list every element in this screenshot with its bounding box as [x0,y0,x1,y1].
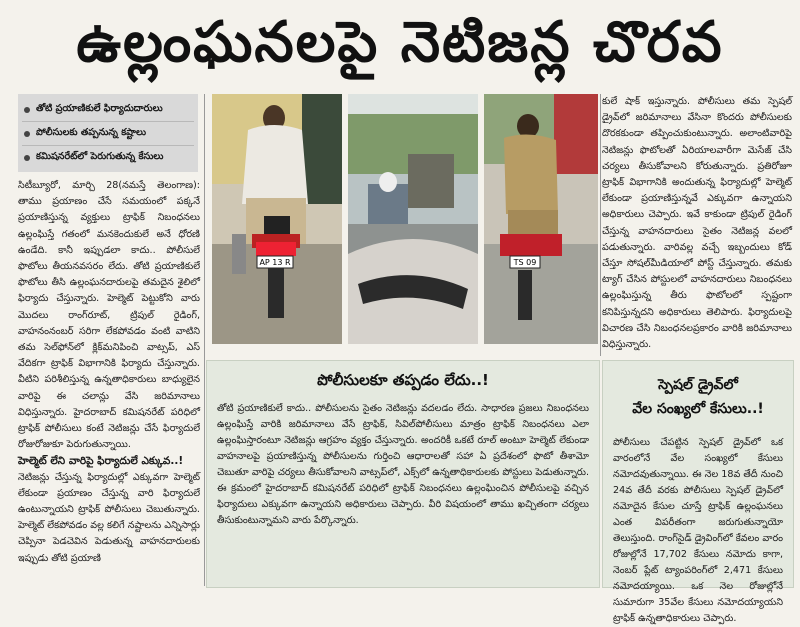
article-paragraph: సిటీబ్యూరో, మార్చి 28(నమస్తే తెలంగాణ): తాము ప్రయాణం చేసే సమయంలో పక్కనే ప్రయాణిస్తున్న వ్యక్తులు ట్రాఫిక్ నిబంధనలు ఉల్లంఘిస్తే గతంలో మనకెందుకులే అనే ధోరణి ఉండేది. కానీ ఇప్పుడలా కాదు.. పోలీసులే ఫొటోలు తీయనవసరం లేదు. తోటి ప్రయాణికులే ఫొటోలు తీసి ఉల్లంఘనదారులపై తమదైన శైలిలో ఫిర్యాదు చేస్తున్నారు. హెల్మెట్ పెట్టుకోని వారు మొదలు రాంగ్‌రూట్, ట్రిపుల్ రైడింగ్, వాహనంనంబర్ సరిగా లేకపోవడం వంటి వాటిని తమ సెల్‌ఫోన్‌లో క్లిక్‌మనిపించి వాట్సప్, ఎస్ వేదికగా ట్రాఫిక్ విభాగానికి ఫిర్యాదు చేస్తున్నారు. వీటిని పరిశీలిస్తున్న ఉన్నతాధికారులు బాధ్యులైన వారిపై ఈ చలాన్లు వేసి జరిమానాలు విధిస్తున్నారు. హైదరాబాద్ కమిషనరేట్ పరిధిలో ట్రాఫిక్ పోలీసులు కంటే నెటిజన్లు చేసే ఫిర్యాదులే రోజురోజుకూ పెరుగుతున్నాయి. [18,180,200,451]
box-body: తోటి ప్రయాణికులే కాదు.. పోలీసులను సైతం నెటిజన్లు వదలడం లేదు. సాధారణ ప్రజలు నిబంధనలు ఉల్లంఘిస్తే వారికి జరిమానాలు వేసే ట్రాఫిక్, సివిల్‌పోలీసులు మాత్రం ట్రాఫిక్ నిబంధనలు ఎలా ఉల్లంఘిస్తారంటూ నెటిజన్లు ఆగ్రహం వ్యక్తం చేస్తున్నారు. అందరికీ ఒకటే రూల్ అంటూ హెల్మెట్ లేకుండా వాహనాలపై ప్రయాణిస్తున్న పోలీసులను గుర్తించి ఆధారాలతో సహా ఏ ప్రదేశంలో ఫొటో తీశామో చెబుతూ వారిపై చర్యలు తీసుకోవాలని వాట్సప్‌లో, ఎక్స్‌లో ఉన్నతాధికారులకు పోస్టులు పెడుతున్నారు. ఈ క్రమంలో హైదరాబాద్ కమిషనరేట్ పరిధిలో ట్రాఫిక్ నిబంధనలు ఉల్లంఘించిన పోలీసులపై వచ్చిన ఫిర్యాదులు ఎక్కువగా ఉన్నాయని అధికారులు చెప్పారు. వీరి విషయంలో తాము ఖచ్చితంగా చర్యలు తీసుకుంటున్నామని వారు పేర్కొన్నారు. [217,403,589,526]
left-article-column [18,178,200,586]
box-body: పోలీసులు చేపట్టిన స్పెషల్ డ్రైవ్‌లో ఒక వారంలోనే వేల సంఖ్యలో కేసులు నమోదవుతున్నాయి. ఈ నెల 18వ తేదీ నుంచి 24వ తేదీ వరకు పోలీసులు స్పెషల్ డ్రైవ్‌లో నమోదైన కేసుల చూస్తే ట్రాఫిక్ ఉల్లంఘనలు ఎంత విపరీతంగా జరుగుతున్నాయో తెలుస్తుంది. రాంగ్‌సైడ్ డ్రైవింగ్‌లో కేవలం వారం రోజుల్లోనే 17,702 కేసులు నమోదు కాగా, నెంబర్ ప్లేట్ ట్యాంపరింగ్‌లో 2,471 కేసులు నమోదయ్యాయి. ఒక నెల రోజుల్లోనే సుమారుగా 35వేల కేసులు నమోదయ్యాయని ట్రాఫిక్ ఉన్నతాధికారులు చెప్పారు. [613,437,783,624]
special-drive-box [602,360,794,624]
highlight-item [22,146,194,169]
highlight-item [22,122,194,146]
box-title [603,373,793,421]
photo-windshield-view [348,94,478,344]
photo-helmetless-rider [212,94,342,344]
headline: ఉల్లంఘనలపై నెటిజన్ల చొరవ [76,10,724,75]
highlight-item [22,98,194,122]
bullet-dot-icon [24,131,30,137]
right-article-column [602,94,792,352]
photo-police-rider [484,94,598,344]
column-divider [600,94,601,356]
article-paragraph: కులే షాక్ ఇస్తున్నారు. పోలీసులు తమ స్పెషల్ డ్రైవ్‌లో జరిమానాలు వేసినా కొందరు పోలీసులకు దొరకకుండా తప్పించుకుంటున్నారు. అలాంటివారిపై నెటిజన్లు ఫొటోలతో ఏరియాలవారీగా మెసేజ్ చేసి చర్యలు తీసుకోవాలని కోరుతున్నారు. ప్రతిరోజూ ట్రాఫిక్ విభాగానికి అందుతున్న ఫిర్యాదుల్లో హెల్మెట్ లేకుండా ప్రయాణిస్తున్నవే ఎక్కువగా ఉన్నాయని అధికారులు చెప్పారు. ఇవే కాకుండా ట్రిపుల్ రైడింగ్ చేస్తున్న వాహనదారులు సైతం నెటిజన్ల వలలో పడుతున్నారు. వారివల్ల వచ్చే ఇబ్బందులు కోడ్ చేస్తూ సోషల్‌మీడియాలో పోస్ట్ చేస్తున్నారు. తమకు ట్యాగ్ చేసిన పోస్టులలో వాహనదారులు నిబంధనలు ఉల్లంఘిస్తున్న తీరు ఫొటోలలో స్పష్టంగా కనిపిస్తున్నదని అధికారులు తెలిపారు. ఫిర్యాదులపై విచారణ చేసి నిబంధనలప్రకారం వారికి జరిమానాలు విధిస్తున్నారు. [602,96,792,351]
highlight-text: కమిషనరేట్‌లో పెరుగుతున్న కేసులు [36,151,164,162]
box-title-line: వేల సంఖ్యలో కేసులు..! [632,401,764,417]
highlight-text: తోటి ప్రయాణికులే ఫిర్యాదుదారులు [36,103,163,114]
bullet-dot-icon [24,155,30,161]
box-title: పోలీసులకూ తప్పడం లేదు..! [317,371,489,389]
article-subhead: హెల్మెట్ లేని వారిపై ఫిర్యాదులే ఎక్కువ..! [18,455,184,468]
highlight-text: పోలీసులకు తప్పనున్న కష్టాలు [36,127,146,138]
number-plate: AP 13 R [259,258,291,267]
police-violations-box [206,360,600,588]
article-paragraph: నెటిజన్లు చేస్తున్న ఫిర్యాదుల్లో ఎక్కువగా హెల్మెట్ లేకుండా ప్రయాణం చేస్తున్న వారి ఫిర్యాదులే ఉంటున్నాయని ట్రాఫిక్ పోలీసులు చెబుతున్నారు. హెల్మెట్ లేకపోవడం వల్ల కలిగే నష్టాలను ఎన్నిసార్లు చెప్పినా పెడచెవిన పెడుతున్న వాహనదారులకు ఇప్పుడు తోటి ప్రయాణి [18,471,200,564]
number-plate: TS 09 [513,258,537,267]
bullet-dot-icon [24,107,30,113]
highlights-box [18,94,198,172]
column-divider [204,94,205,586]
box-title-line: స్పెషల్ డ్రైవ్‌లో [658,377,738,393]
